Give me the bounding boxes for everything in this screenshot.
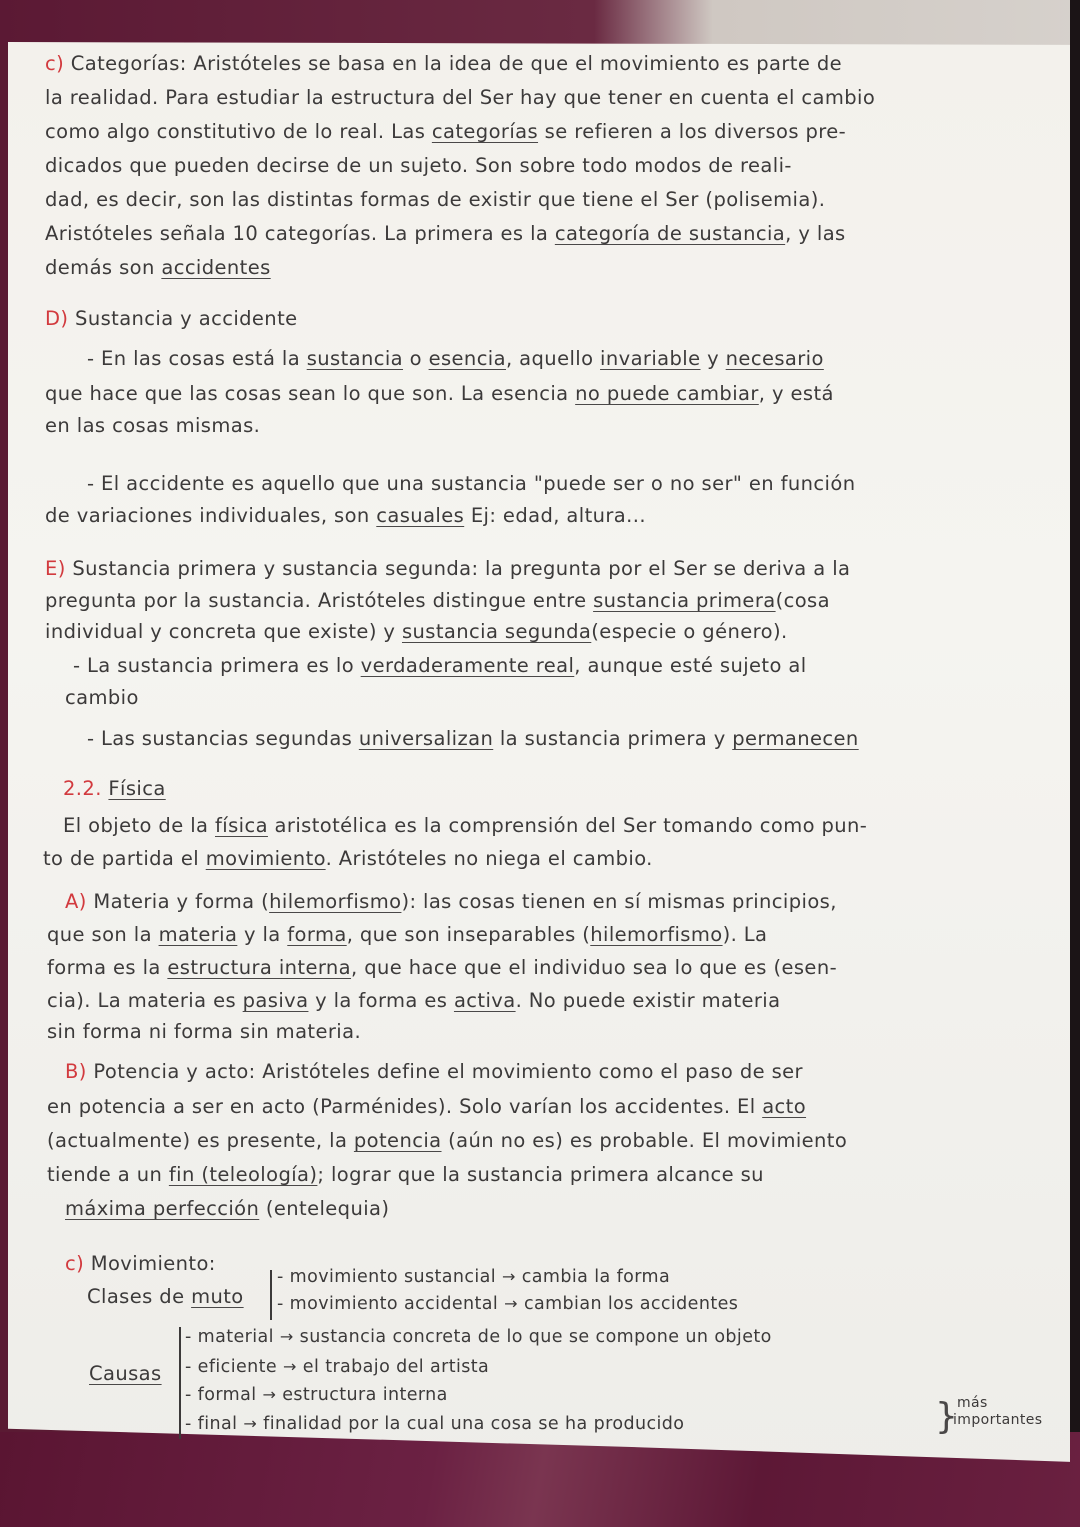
text: demás son	[45, 256, 155, 279]
underlined-term: permanecen	[732, 727, 859, 750]
section-label: A)	[65, 890, 87, 913]
text: que hace que las cosas sean lo que son. La esencia	[45, 382, 569, 405]
underlined-term: no puede cambiar	[575, 382, 759, 405]
underlined-term: esencia	[428, 347, 506, 370]
text: dad, es decir, son las distintas formas de existir que tiene el Ser (polisemia).	[45, 188, 826, 211]
text: y	[707, 347, 720, 370]
background-edge	[1070, 0, 1080, 1527]
underlined-term: sustancia	[306, 347, 404, 370]
text: (actualmente) es presente, la	[47, 1129, 348, 1152]
section-a-line-3	[47, 956, 837, 979]
clases-bracket	[270, 1270, 272, 1320]
text: (cosa	[775, 589, 830, 612]
section-c2-title	[65, 1252, 216, 1275]
section-title: Sustancia y accidente	[75, 307, 298, 330]
underlined-term: verdaderamente real	[360, 654, 575, 677]
text: cia). La materia es	[47, 989, 237, 1012]
text: , que son inseparables (	[346, 923, 591, 946]
underlined-term: activa	[453, 989, 516, 1012]
text: y la	[243, 923, 281, 946]
underlined-term: sustancia primera	[593, 589, 776, 612]
causas-label	[89, 1362, 162, 1385]
text: el trabajo del artista	[302, 1357, 490, 1377]
underlined-term: invariable	[600, 347, 701, 370]
section-e-bullet-2	[87, 727, 859, 750]
section-title: Categorías:	[70, 52, 187, 75]
section-d-title	[45, 307, 298, 330]
text: cambian los accidentes	[523, 1294, 739, 1314]
section-e-bullet-1	[73, 654, 807, 677]
underlined-term: necesario	[725, 347, 824, 370]
text: , aunque esté sujeto al	[574, 654, 807, 677]
text: se refieren a los diversos pre-	[544, 120, 847, 143]
section-e-line-3	[45, 620, 788, 643]
section-c-line-3	[45, 120, 846, 143]
text: sin forma ni forma sin materia.	[47, 1020, 362, 1043]
text: - final	[185, 1414, 238, 1434]
section-d-bullet-1-line-3	[45, 414, 260, 437]
causas-bracket	[179, 1327, 181, 1439]
section-d-bullet-2-line-2	[45, 504, 646, 527]
text: (aún no es) es probable. El movimiento	[448, 1129, 848, 1152]
text: cambio	[65, 686, 139, 709]
text: Ej: edad, altura...	[470, 504, 646, 527]
arrow-right-icon: →	[502, 1267, 516, 1286]
section-label: c)	[45, 52, 65, 75]
section-label: c)	[65, 1252, 85, 1275]
section-number: 2.2.	[63, 777, 102, 800]
causas-item	[185, 1414, 684, 1434]
underlined-term: forma	[287, 923, 347, 946]
section-title: Física	[108, 777, 166, 800]
underlined-term: estructura interna	[167, 956, 352, 979]
text: - El accidente es aquello que una sustancia "puede ser o no ser" en función	[87, 472, 856, 495]
text: , y está	[758, 382, 834, 405]
section-c-line-7	[45, 256, 271, 279]
section-2-2-line-1	[63, 814, 867, 837]
note-importantes: importantes	[953, 1412, 1043, 1428]
clases-item	[277, 1294, 738, 1314]
text: aristotélica es la comprensión del Ser tomando como pun-	[274, 814, 868, 837]
causas-item	[185, 1357, 489, 1377]
section-c-line-6	[45, 222, 846, 245]
section-a-line-5	[47, 1020, 361, 1043]
text: Aristóteles se basa en la idea de que el movimiento es parte de	[193, 52, 843, 75]
section-e-line-1	[45, 557, 850, 580]
text: , y las	[785, 222, 846, 245]
text: en potencia a ser en acto (Parménides). Solo varían los accidentes. El	[47, 1095, 756, 1118]
text: - En las cosas está la	[87, 347, 301, 370]
text: Sustancia primera y sustancia segunda: la pregunta por el Ser se deriva a la	[72, 557, 851, 580]
section-c-line-1	[45, 52, 842, 75]
text: - movimiento sustancial	[277, 1267, 497, 1287]
section-e-line-2	[45, 589, 830, 612]
underlined-term: casuales	[376, 504, 465, 527]
arrow-right-icon: →	[279, 1327, 294, 1346]
text: cambia la forma	[521, 1267, 671, 1287]
section-label: E)	[45, 557, 66, 580]
section-b-line-2	[47, 1095, 806, 1118]
text: Materia y forma (	[93, 890, 270, 913]
underlined-term: movimiento	[205, 847, 326, 870]
text: (especie o género).	[591, 620, 788, 643]
section-label: D)	[45, 307, 69, 330]
underlined-term: física	[215, 814, 268, 837]
background-top	[0, 0, 1080, 45]
section-title: Movimiento:	[90, 1252, 216, 1275]
text: ; lograr que la sustancia primera alcance su	[317, 1163, 764, 1186]
text: tiende a un	[47, 1163, 163, 1186]
text: - formal	[185, 1385, 257, 1405]
section-c-line-4	[45, 154, 792, 177]
text: sustancia concreta de lo que se compone un objeto	[299, 1327, 772, 1347]
section-c-line-2	[45, 86, 875, 109]
underlined-term: hilemorfismo	[269, 890, 402, 913]
text: , que hace que el individuo sea lo que es (esen-	[351, 956, 838, 979]
text: . No puede existir materia	[515, 989, 781, 1012]
text: - eficiente	[185, 1357, 278, 1377]
text: la sustancia primera y	[499, 727, 726, 750]
underlined-term: pasiva	[242, 989, 309, 1012]
text: - Las sustancias segundas	[87, 727, 353, 750]
text: - La sustancia primera es lo	[73, 654, 355, 677]
text: El objeto de la	[63, 814, 209, 837]
underlined-term: muto	[191, 1285, 244, 1308]
underlined-term: materia	[158, 923, 238, 946]
text: . Aristóteles no niega el cambio.	[325, 847, 653, 870]
section-c-line-5	[45, 188, 825, 211]
underlined-term: fin (teleología)	[168, 1163, 318, 1186]
section-a-line-2	[47, 923, 767, 946]
arrow-right-icon: →	[283, 1357, 297, 1376]
section-b-line-3	[47, 1129, 847, 1152]
text: Potencia y acto: Aristóteles define el movimiento como el paso de ser	[93, 1060, 803, 1083]
text: - movimiento accidental	[277, 1294, 499, 1314]
causas-item	[185, 1327, 772, 1347]
text: y la forma es	[315, 989, 448, 1012]
section-d-bullet-1-line-2	[45, 382, 834, 405]
text: en las cosas mismas.	[45, 414, 261, 437]
underlined-term: universalizan	[358, 727, 494, 750]
section-label: B)	[65, 1060, 87, 1083]
text: o	[409, 347, 422, 370]
section-b-line-4	[47, 1163, 764, 1186]
text: , aquello	[505, 347, 594, 370]
text: de variaciones individuales, son	[45, 504, 370, 527]
text: como algo constitutivo de lo real. Las	[45, 120, 426, 143]
text: individual y concreta que existe) y	[45, 620, 396, 643]
arrow-right-icon: →	[243, 1414, 258, 1433]
note-mas: más	[957, 1395, 988, 1411]
underlined-term: accidentes	[161, 256, 271, 279]
text: pregunta por la sustancia. Aristóteles distingue entre	[45, 589, 587, 612]
underlined-term: potencia	[353, 1129, 442, 1152]
text: Aristóteles señala 10 categorías. La primera es la	[45, 222, 549, 245]
arrow-right-icon: →	[504, 1294, 518, 1313]
underlined-term: categorías	[431, 120, 539, 143]
section-2-2-line-2	[43, 847, 653, 870]
text: (entelequia)	[265, 1197, 390, 1220]
clases-label	[87, 1285, 244, 1308]
text: Clases de	[87, 1285, 185, 1308]
text: dicados que pueden decirse de un sujeto. Son sobre todo modos de reali-	[45, 154, 792, 177]
section-e-bullet-1-line-2	[65, 686, 139, 709]
section-2-2-title	[63, 777, 166, 800]
section-d-bullet-2	[87, 472, 855, 495]
arrow-right-icon: →	[262, 1385, 277, 1404]
underlined-term: hilemorfismo	[590, 923, 723, 946]
section-b-line-1	[65, 1060, 803, 1083]
text: estructura interna	[282, 1385, 448, 1405]
text: ). La	[722, 923, 768, 946]
text: - material	[185, 1327, 274, 1347]
brace-icon: }	[935, 1396, 959, 1437]
section-a-line-4	[47, 989, 780, 1012]
text: forma es la	[47, 956, 161, 979]
text: to de partida el	[43, 847, 200, 870]
text: ): las cosas tienen en sí mismas principios,	[401, 890, 837, 913]
text: la realidad. Para estudiar la estructura del Ser hay que tener en cuenta el cambio	[45, 86, 876, 109]
clases-item	[277, 1267, 670, 1287]
causas-item	[185, 1385, 448, 1405]
underlined-term: Causas	[89, 1362, 162, 1385]
section-a-line-1	[65, 890, 837, 913]
text: que son la	[47, 923, 152, 946]
section-d-bullet-1	[87, 347, 824, 370]
underlined-term: máxima perfección	[65, 1197, 260, 1220]
text: finalidad por la cual una cosa se ha producido	[263, 1414, 685, 1434]
underlined-term: sustancia segunda	[401, 620, 592, 643]
section-b-line-5	[65, 1197, 389, 1220]
underlined-term: acto	[762, 1095, 807, 1118]
underlined-term: categoría de sustancia	[554, 222, 786, 245]
